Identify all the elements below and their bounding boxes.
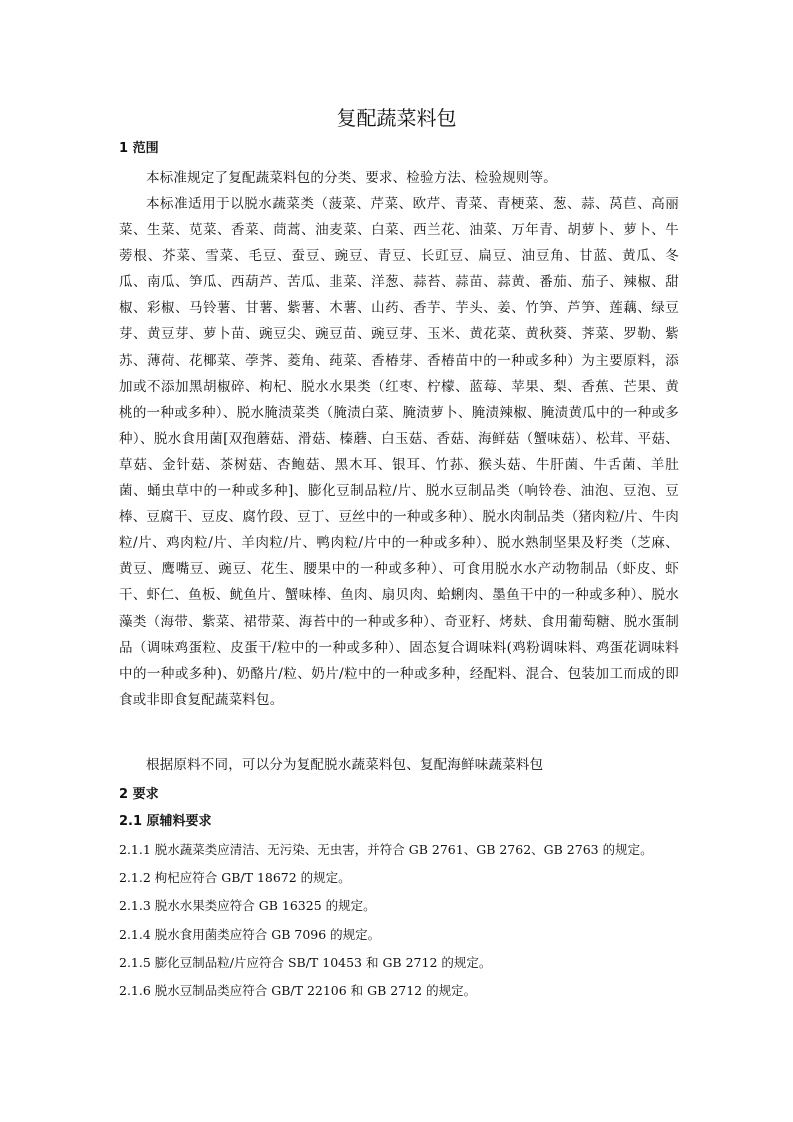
requirement-item: 2.1.1 脱水蔬菜类应清洁、无污染、无虫害，并符合 GB 2761、GB 2762、GB 2763 的规定。 [119,842,653,857]
scope-paragraph-1: 本标准规定了复配蔬菜料包的分类、要求、检验方法、检验规则等。 [146,170,557,186]
requirement-item: 2.1.5 膨化豆制品粒/片应符合 SB/T 10453 和 GB 2712 的规定。 [119,955,492,970]
section-heading-scope: 1 范围 [119,141,159,156]
subsection-heading-raw-materials: 2.1 原辅料要求 [119,814,212,829]
document-title: 复配蔬菜料包 [336,106,457,130]
section-heading-requirements: 2 要求 [119,787,159,802]
requirement-item: 2.1.3 脱水水果类应符合 GB 16325 的规定。 [119,898,376,913]
scope-paragraph-3: 根据原料不同，可以分为复配脱水蔬菜料包、复配海鲜味蔬菜料包 [146,757,544,773]
scope-paragraph-2: 本标准适用于以脱水蔬菜类（菠菜、芹菜、欧芹、青菜、青梗菜、葱、蒜、莴苣、高丽菜、生菜、苋菜、香菜、茼蒿、油麦菜、白菜、西兰花、油菜、万年青、胡萝卜、萝卜、牛蒡根、芥菜、雪菜、毛豆、蚕豆、豌豆、青豆、长豇豆、扁豆、油豆角、甘蓝、黄瓜、冬瓜、南瓜、笋瓜、西葫芦、苦瓜、韭菜、洋葱、蒜苔、蒜苗、蒜黄、番茄、茄子、辣椒、甜椒、彩椒、马铃薯、甘薯、紫薯、木薯、山药、香芋、芋头、姜、竹笋、芦笋、莲藕、绿豆芽、黄豆芽、萝卜苗、豌豆尖、豌豆苗、豌豆芽、玉米、黄花菜、黄秋葵、荠菜、罗勒、紫苏、薄荷、花椰菜、荸荠、菱角、莼菜、香椿芽、香椿苗中的一种或多种）为主要原料，添加或不添加黑胡椒碎、枸杞、脱水水果类（红枣、柠檬、蓝莓、苹果、梨、香蕉、芒果、黄桃的一种或多种）、脱水腌渍菜类（腌渍白菜、腌渍萝卜、腌渍辣椒、腌渍黄瓜中的一种或多种）、脱水食用菌[双孢蘑菇、滑菇、榛蘑、白玉菇、香菇、海鲜菇（蟹味菇）、松茸、平菇、草菇、金针菇、茶树菇、杏鲍菇、黑木耳、银耳、竹荪、猴头菇、牛肝菌、牛舌菌、羊肚菌、蛹虫草中的一种或多种]、膨化豆制品粒/片、脱水豆制品类（响铃卷、油泡、豆泡、豆棒、豆腐干、豆皮、腐竹段、豆丁、豆丝中的一种或多种）、脱水肉制品类（猪肉粒/片、牛肉粒/片、鸡肉粒/片、羊肉粒/片、鸭肉粒/片中的一种或多种）、脱水熟制坚果及籽类（芝麻、黄豆、鹰嘴豆、豌豆、花生、腰果中的一种或多种）、可食用脱水水产动物制品（虾皮、虾干、虾仁、鱼板、鱿鱼片、蟹味棒、鱼肉、扇贝肉、蛤蜊肉、墨鱼干中的一种或多种）、脱水藻类（海带、紫菜、裙带菜、海苔中的一种或多种）、奇亚籽、烤麸、食用葡萄糖、脱水蛋制品（调味鸡蛋粒、皮蛋干/粒中的一种或多种）、固态复合调味料(鸡粉调味料、鸡蛋花调味料中的一种或多种)、奶酪片/粒、奶片/粒中的一种或多种，经配料、混合、包装加工而成的即食或非即食复配蔬菜料包。 [119,196,679,708]
requirement-item: 2.1.4 脱水食用菌类应符合 GB 7096 的规定。 [119,927,381,942]
requirement-item: 2.1.6 脱水豆制品类应符合 GB/T 22106 和 GB 2712 的规定。 [119,983,477,998]
requirement-item: 2.1.2 枸杞应符合 GB/T 18672 的规定。 [119,870,351,885]
